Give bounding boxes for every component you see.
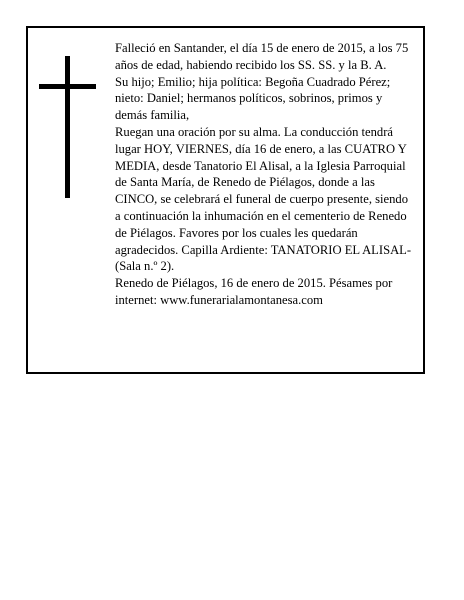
cross-vertical-bar [65,56,70,198]
cross-horizontal-bar [39,84,96,89]
obituary-notice-frame [26,26,425,374]
death-announcement-paragraph: Falleció en Santander, el día 15 de enero de 2015, a los 75 años de edad, habiendo recibido los SS. SS. y la B. A. [115,41,409,72]
family-list-paragraph: Su hijo; Emilio; hija política: Begoña Cuadrado Pérez; nieto: Daniel; hermanos políticos, sobrinos, primos y demás familia, [115,74,391,123]
place-date-condolences-paragraph: Renedo de Piélagos, 16 de enero de 2015. Pésames por internet: www.funerarialamontanesa.com [115,276,393,307]
obituary-text [115,40,415,309]
funeral-details-paragraph: Ruegan una oración por su alma. La conducción tendrá lugar HOY, VIERNES, día 16 de enero, a las CUATRO Y MEDIA, desde Tanatorio El Alisal, a la Iglesia Parroquial de Santa María, de Renedo de Piélagos, donde a las CINCO, se celebrará el funeral de cuerpo presente, siendo a continuación la inhumación en el cementerio de Renedo de Piélagos. Favores por los cuales les quedarán agradecidos. Capilla Ardiente: TANATORIO EL ALISAL-(Sala n.º 2). [115,124,412,274]
